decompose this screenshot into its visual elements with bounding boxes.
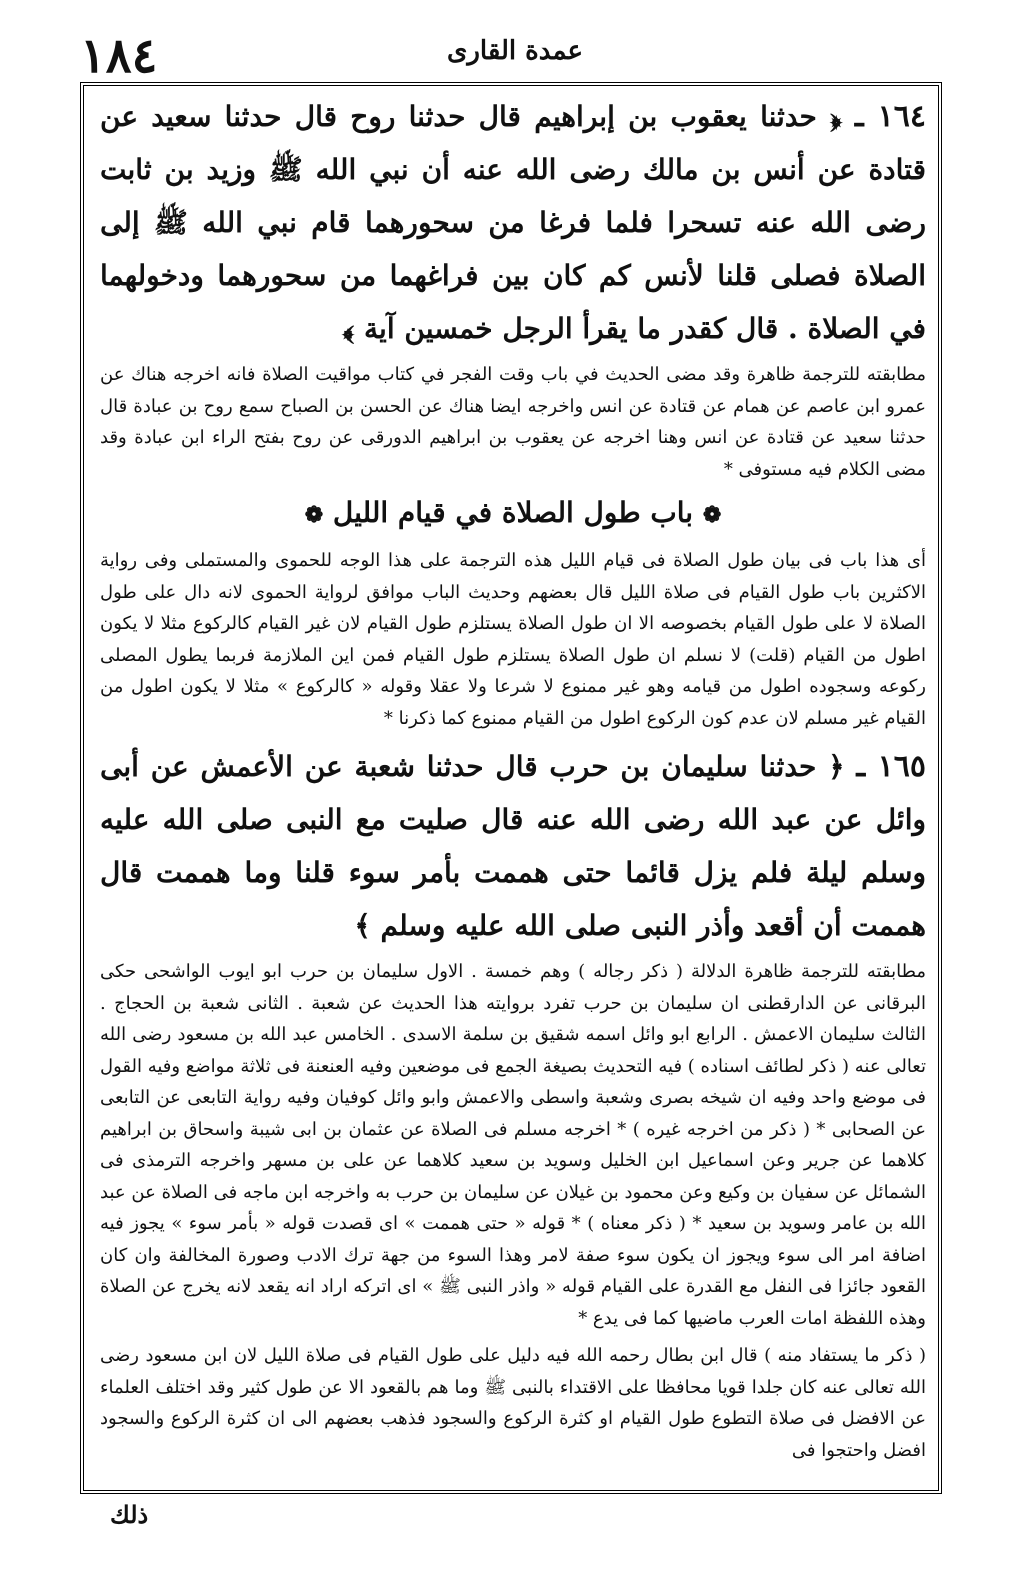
hadith-165 xyxy=(100,740,926,952)
commentary-benefit: ( ذكر ما يستفاد منه ) قال ابن بطال رحمه الله فيه دليل على طول القيام فى صلاة الليل لان ابن مسعود رضى الله تعالى عنه كان جلدا قويا محافظا على الاقتداء بالنبى ﷺ وما هم بالقعود الا عن طول كثير وقد اختلف العلماء عن الافضل فى صلاة التطوع طول القيام او كثرة الركوع والسجود فذهب بعضهم الى ان كثرة الركوع والسجود افضل واحتجوا فى xyxy=(100,1345,926,1461)
hadith-164 xyxy=(100,90,926,355)
page-content xyxy=(100,90,926,1490)
commentary-164: مطابقته للترجمة ظاهرة وقد مضى الحديث في باب وقت الفجر في كتاب مواقيت الصلاة فانه اخرجه هناك عن عمرو ابن عاصم عن همام عن قتادة عن انس واخرجه ايضا هناك عن الحسن بن الصباح سمع روح بن عبادة قال حدثنا سعيد عن قتادة عن انس وهنا اخرجه عن يعقوب بن ابراهيم الدورقى عن روح بفتح الراء ابن عبادة وقد مضى الكلام فيه مستوفى * xyxy=(100,364,926,480)
hadith-number: ١٦٥ ـ xyxy=(856,749,926,784)
catchword: ذلك xyxy=(110,1500,149,1529)
commentary-165: مطابقته للترجمة ظاهرة الدلالة ( ذكر رجاله ) وهم خمسة . الاول سليمان بن حرب ابو ايوب الواشحى حكى البرقانى عن الدارقطنى ان سليمان بن حرب تفرد بروايته هذا الحديث عن شعبة . الثانى شعبة بن الحجاج . الثالث سليمان الاعمش . الرابع ابو وائل اسمه شقيق بن سلمة الاسدى . الخامس عبد الله بن مسعود رضى الله تعالى عنه ( ذكر لطائف اسناده ) فيه التحديث بصيغة الجمع فى موضعين وفيه العنعنة فى ثلاثة مواضع وفيه القول فى موضع واحد وفيه ان شيخه بصرى وشعبة واسطى والاعمش وابو وائل كوفيان وفيه رواية التابعى عن التابعى عن الصحابى * ( ذكر من اخرجه غيره ) * اخرجه مسلم فى الصلاة عن عثمان بن ابى شيبة واسحاق بن ابراهيم كلاهما عن جرير وعن اسماعيل ابن الخليل وسويد بن سعيد كلاهما عن على بن مسهر واخرجه الترمذى فى الشمائل عن سفيان بن وكيع وعن محمود بن غيلان عن سليمان بن حرب به واخرجه ابن ماجه فى الصلاة عن عبد الله بن عامر وسويد بن سعيد * ( ذكر معناه ) * قوله « حتى هممت » اى قصدت قوله « بأمر سوء » يجوز فيه اضافة امر الى سوء ويجوز ان يكون سوء صفة لامر وهذا السوء من جهة ترك الادب وصورة المخالفة وان كان القعود جائزا فى النفل مع القدرة على القيام قوله « واذر النبى ﷺ » اى اتركه اراد انه يقعد لانه يخرج عن الصلاة وهذه اللفظة امات العرب ماضيها كما فى يدع * xyxy=(100,961,926,1329)
book-title: عمدة القارى xyxy=(447,36,583,66)
ornament-left-icon: ❁ xyxy=(304,502,324,528)
commentary-chapter: أى هذا باب فى بيان طول الصلاة فى قيام الليل هذه الترجمة على هذا الوجه للحموى والمستملى وفى رواية الاكثرين باب طول القيام فى صلاة الليل قال بعضهم وحديث الباب موافق لرواية الحموى لانه دال على طول الصلاة لا على طول القيام بخصوصه الا ان طول الصلاة يستلزم طول القيام لان غير القيام كالركوع مثلا لا يكون اطول من القيام (قلت) لا نسلم ان طول الصلاة يستلزم طول القيام فمن اين الملازمة فربما يطول المصلى ركوعه وسجوده اطول من قيامه وهو غير ممنوع لا شرعا ولا عقلا وقوله « كالركوع » مثلا لا يكون اطول من القيام غير مسلم لان عدم كون الركوع اطول من القيام ممنوع كما ذكرنا * xyxy=(100,550,926,729)
page-header xyxy=(80,28,950,88)
ornament-right-icon: ❁ xyxy=(702,502,722,528)
chapter-title: باب طول الصلاة في قيام الليل xyxy=(332,496,694,529)
hadith-text: ﴿ حدثنا يعقوب بن إبراهيم قال حدثنا روح قال حدثنا سعيد عن قتادة عن أنس بن مالك رضى الله عنه أن نبي الله ﷺ وزيد بن ثابت رضى الله عنه تسحرا فلما فرغا من سحورهما قام نبي الله ﷺ إلى الصلاة فصلى قلنا لأنس كم كان بين فراغهما من سحورهما ودخولهما في الصلاة . قال كقدر ما يقرأ الرجل خمسين آية ﴾ xyxy=(100,100,926,345)
chapter-heading xyxy=(100,491,926,537)
page-number: ١٨٤ xyxy=(80,28,158,84)
hadith-number: ١٦٤ ـ xyxy=(854,99,926,134)
hadith-text: ﴿ حدثنا سليمان بن حرب قال حدثنا شعبة عن الأعمش عن أبى وائل عن عبد الله رضى الله عنه قال صليت مع النبى صلى الله عليه وسلم ليلة فلم يزل قائما حتى هممت بأمر سوء قلنا وما هممت قال هممت أن أقعد وأذر النبى صلى الله عليه وسلم ﴾ xyxy=(100,750,926,942)
